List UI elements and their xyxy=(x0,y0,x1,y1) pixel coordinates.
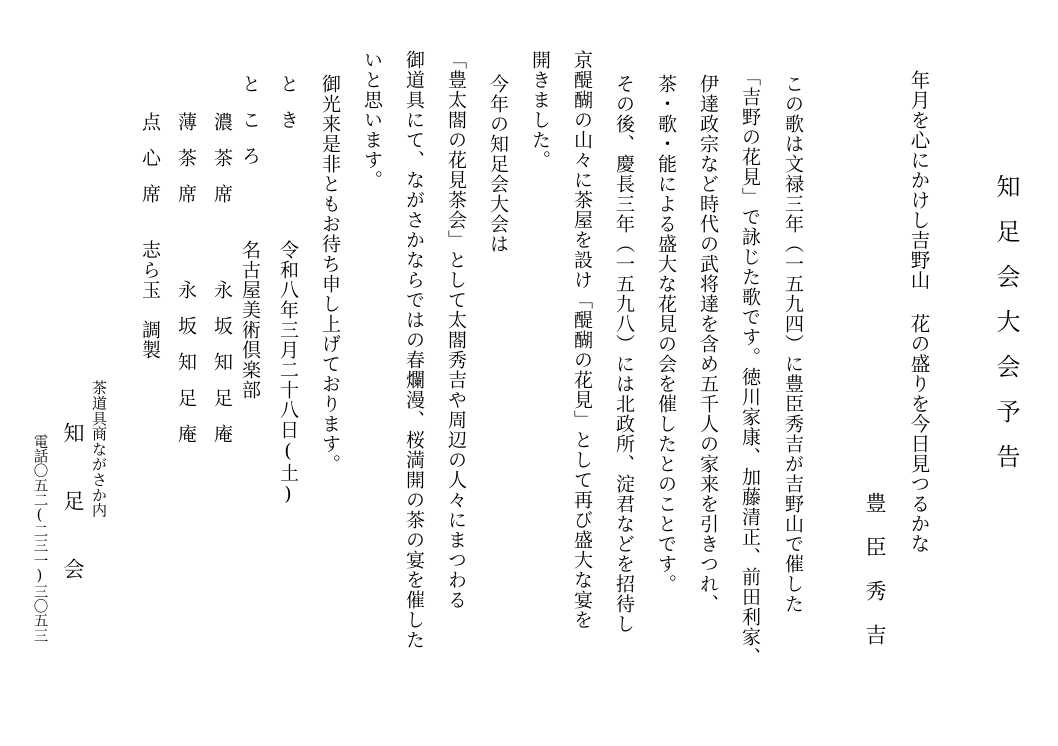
body-line-7: 開きました。 xyxy=(529,50,551,170)
body-line-8: 今年の知足会大会は xyxy=(487,74,509,254)
body-line-12: 御光来是非ともお待ち申し上げております。 xyxy=(319,74,341,474)
body-line-11: いと思います。 xyxy=(361,50,383,190)
body-line-2: 「吉野の花見」で詠じた歌です。徳川家康、加藤清正、前田利家、 xyxy=(739,67,761,667)
body-line-6: 京醍醐の山々に茶屋を設け「醍醐の花見」として再び盛大な宴を xyxy=(571,50,593,630)
venue-value: 名古屋美術倶楽部 xyxy=(239,240,261,400)
venue-label: ところ xyxy=(239,74,261,182)
body-line-1: この歌は文禄三年（一五九四）に豊臣秀吉が吉野山で催した xyxy=(782,74,804,614)
poem-text: 年月を心にかけし吉野山 花の盛りを今日見つるかな xyxy=(907,70,931,554)
koicha-label: 濃茶席 xyxy=(211,112,233,220)
date-value: 令和八年三月二十八日(土) xyxy=(277,240,299,506)
poem-author: 豊臣秀吉 xyxy=(863,492,887,668)
tenshin-value: 志ら玉 調製 xyxy=(139,240,161,360)
tenshin-label: 点心席 xyxy=(139,112,161,220)
body-line-5: その後、慶長三年（一五九八）には北政所、淀君などを招待し xyxy=(613,74,635,634)
usucha-value: 永坂知足庵 xyxy=(175,280,197,460)
body-line-4: 茶・歌・能による盛大な花見の会を催したとのことです。 xyxy=(655,74,677,594)
body-line-9: 「豊太閤の花見茶会」として太閤秀吉や周辺の人々にまつわる xyxy=(445,50,467,610)
organizer-label: 茶道具商ながさか内 xyxy=(90,380,108,518)
organizer-phone: 電話〇五二(二三一)三〇五三 xyxy=(31,434,48,643)
body-line-3: 伊達政宗など時代の武将達を含め五千人の家来を引きつれ、 xyxy=(697,74,719,614)
organizer-name: 知足会 xyxy=(61,422,85,626)
usucha-label: 薄茶席 xyxy=(175,112,197,220)
page-title: 知足会大会予告 xyxy=(992,174,1020,489)
body-line-10: 御道具にて、ながさかならではの春爛漫、桜満開の茶の宴を催した xyxy=(403,50,425,650)
koicha-value: 永坂知足庵 xyxy=(211,280,233,460)
date-label: とき xyxy=(277,74,299,146)
